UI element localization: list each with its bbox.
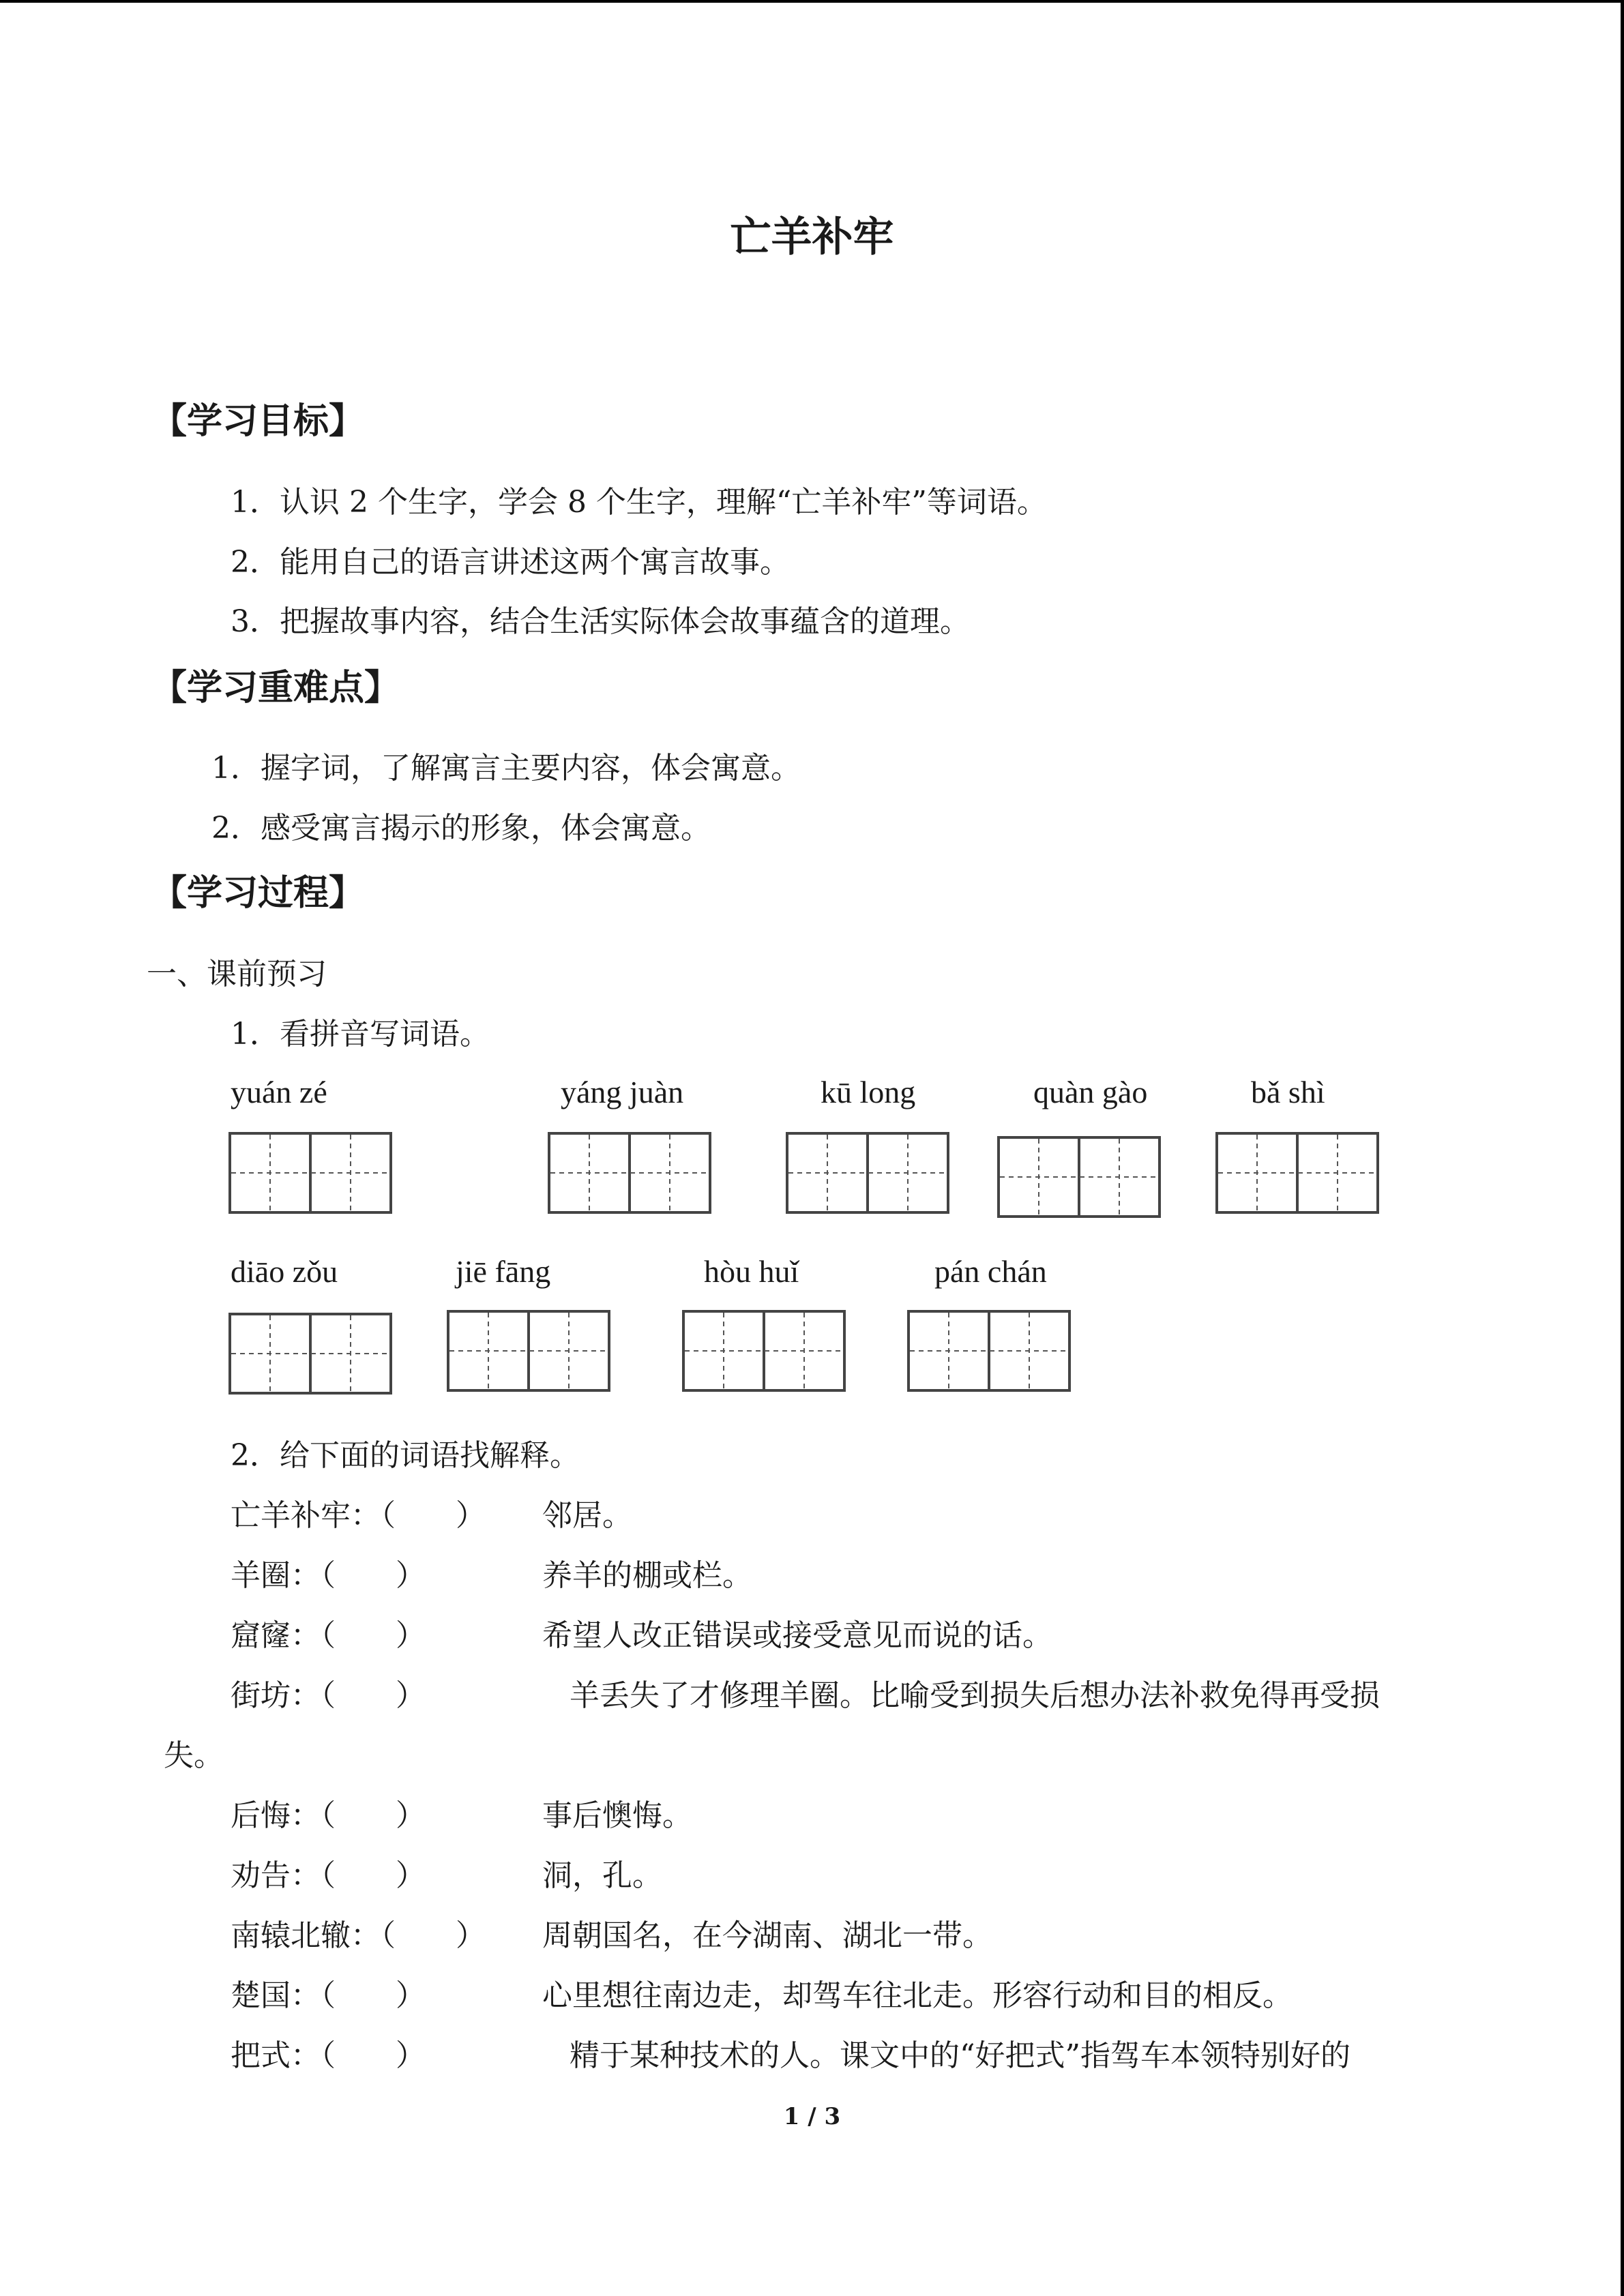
question-2-label: 2．给下面的词语找解释。: [231, 1438, 580, 1473]
pinyin-label: jiē fāng: [456, 1254, 551, 1289]
objective-item-3: 3．把握故事内容，结合生活实际体会故事蕴含的道理。: [231, 604, 970, 639]
page-title: 亡羊补牢: [730, 213, 894, 261]
match-definition: 周朝国名，在今湖南、湖北一带。: [542, 1918, 992, 1953]
page-indicator: 1 / 3: [783, 2103, 841, 2130]
objective-item-1: 1．认识 2 个生字，学会 8 个生字，理解“亡羊补牢”等词语。: [231, 485, 1047, 520]
key-point-item-1: 1．握字词，了解寓言主要内容，体会寓意。: [211, 751, 801, 786]
section-heading-objectives: 【学习目标】: [151, 401, 365, 442]
pinyin-label: yáng juàn: [561, 1075, 684, 1109]
key-point-item-2: 2．感受寓言揭示的形象，体会寓意。: [211, 811, 711, 846]
writing-grid[interactable]: [682, 1310, 846, 1392]
pinyin-label: kū long: [821, 1075, 916, 1109]
writing-grid[interactable]: [786, 1132, 949, 1214]
match-definition: 邻居。: [542, 1498, 632, 1533]
writing-grid[interactable]: [447, 1310, 610, 1392]
pinyin-label: quàn gào: [1033, 1075, 1148, 1109]
match-definition: 洞，孔。: [542, 1858, 662, 1893]
pinyin-label: diāo zǒu: [231, 1254, 338, 1289]
part1-label: 一、课前预习: [147, 957, 327, 992]
match-term: 楚国：（ ）: [231, 1978, 426, 2013]
objective-item-2: 2．能用自己的语言讲述这两个寓言故事。: [231, 545, 790, 580]
match-term: 街坊：（ ）: [231, 1678, 426, 1713]
match-definition: 希望人改正错误或接受意见而说的话。: [542, 1618, 1052, 1653]
pinyin-label: hòu huǐ: [704, 1254, 799, 1289]
pinyin-label: pán chán: [934, 1254, 1047, 1289]
question-1-label: 1．看拼音写词语。: [231, 1017, 490, 1052]
section-heading-key-points: 【学习重难点】: [151, 668, 400, 709]
match-term: 窟窿：（ ）: [231, 1618, 426, 1653]
section-heading-process: 【学习过程】: [151, 873, 365, 914]
pinyin-label: yuán zé: [231, 1075, 327, 1109]
match-term: 劝告：（ ）: [231, 1858, 426, 1893]
writing-grid[interactable]: [228, 1132, 392, 1214]
pinyin-label: bǎ shì: [1251, 1075, 1325, 1109]
match-term: 把式：（ ）: [231, 2038, 426, 2073]
page-right-border: [1621, 0, 1624, 2296]
match-term: 羊圈：（ ）: [231, 1558, 426, 1593]
writing-grid[interactable]: [1215, 1132, 1379, 1214]
match-definition: 精于某种技术的人。课文中的“好把式”指驾车本领特别好的: [570, 2038, 1350, 2073]
match-definition: 养羊的棚或栏。: [542, 1558, 752, 1593]
writing-grid[interactable]: [548, 1132, 711, 1214]
match-definition: 羊丢失了才修理羊圈。比喻受到损失后想办法补救免得再受损: [570, 1678, 1380, 1713]
page-top-border: [0, 0, 1624, 3]
writing-grid[interactable]: [228, 1313, 392, 1395]
writing-grid[interactable]: [907, 1310, 1071, 1392]
match-term: 后悔：（ ）: [231, 1798, 426, 1833]
match-definition: 事后懊悔。: [542, 1798, 692, 1833]
match-term: 南辕北辙：（ ）: [231, 1918, 486, 1953]
match-definition-wrap: 失。: [164, 1738, 224, 1773]
match-term: 亡羊补牢：（ ）: [231, 1498, 486, 1533]
writing-grid[interactable]: [997, 1136, 1161, 1218]
match-definition: 心里想往南边走，却驾车往北走。形容行动和目的相反。: [542, 1978, 1293, 2013]
